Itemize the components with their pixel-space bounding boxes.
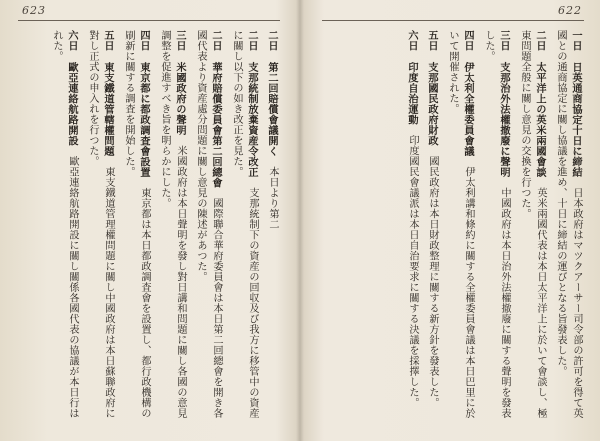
entry: 四日 東京都に都政調査會設置 東京都は本日都政調査會を設置し、都行政機構の刷新に關する調査を開始した。 bbox=[123, 30, 150, 419]
entry: 三日 支那治外法權撤廢に聲明 中國政府は本日治外法權撤廢に關する聲明を發表した。 bbox=[483, 30, 510, 419]
text-column bbox=[22, 30, 280, 428]
entry: 一日 日英通商協定十日に締結 日本政府はマツクアーサー司令部の許可を得て英國との通商協定に關し協議を進め、十日に締結の運びとなる旨發表した。 bbox=[555, 30, 582, 419]
entry: 二日 太平洋上の英米兩國會談 英米兩國代表は本日太平洋上に於いて會談し、極東問題全般に關し意見の交換を行つた。 bbox=[519, 30, 546, 419]
entry: 二日 支那統制放棄資産令改正 支那統制下の資産の回収及び我方に移管中の資産に關し以下の如き改正を見た。 bbox=[231, 30, 258, 419]
right-page bbox=[300, 0, 600, 441]
text-column bbox=[324, 30, 584, 428]
header-rule bbox=[18, 20, 280, 21]
entry: 三日 米國政府の聲明 米國政府は本日聲明を發し對日講和問題に關し各國の意見調整を促進すべき旨を明らかにした。 bbox=[159, 30, 186, 419]
page-number: 623 bbox=[22, 4, 46, 17]
entry: 二日 第二回賠償會議開く 本日より第二 bbox=[266, 30, 278, 230]
entry: 六日 印度自治運動 印度國民會議派は本日自治要求に關する決議を採擇した。 bbox=[406, 30, 418, 408]
entry: 五日 東支鐵道管轄權問題 東支鐵道管理權問題に關し中國政府は本日蘇聯政府に對し正式の申入れを行つた。 bbox=[87, 30, 114, 419]
header-rule bbox=[322, 20, 584, 21]
entry: 二日 華府賠償委員會第二回總會 國際聯合華府委員會は本日第二回總會を開き各國代表より資産處分問題に關し意見の陳述があつた。 bbox=[195, 30, 222, 419]
page-number: 622 bbox=[558, 4, 582, 17]
entry: 五日 支那國民政府財政 國民政府は本日財政整理に關する新方針を發表した。 bbox=[426, 30, 438, 408]
entry: 四日 伊太利全權委員會議 伊太利講和條約に關する全權委員會議は本日巴里に於いて開催された。 bbox=[447, 30, 474, 419]
entry: 六日 歐亞連絡航路開設 歐亞連絡航路開設に關し關係各國代表の協議が本日行はれた。 bbox=[51, 30, 78, 419]
